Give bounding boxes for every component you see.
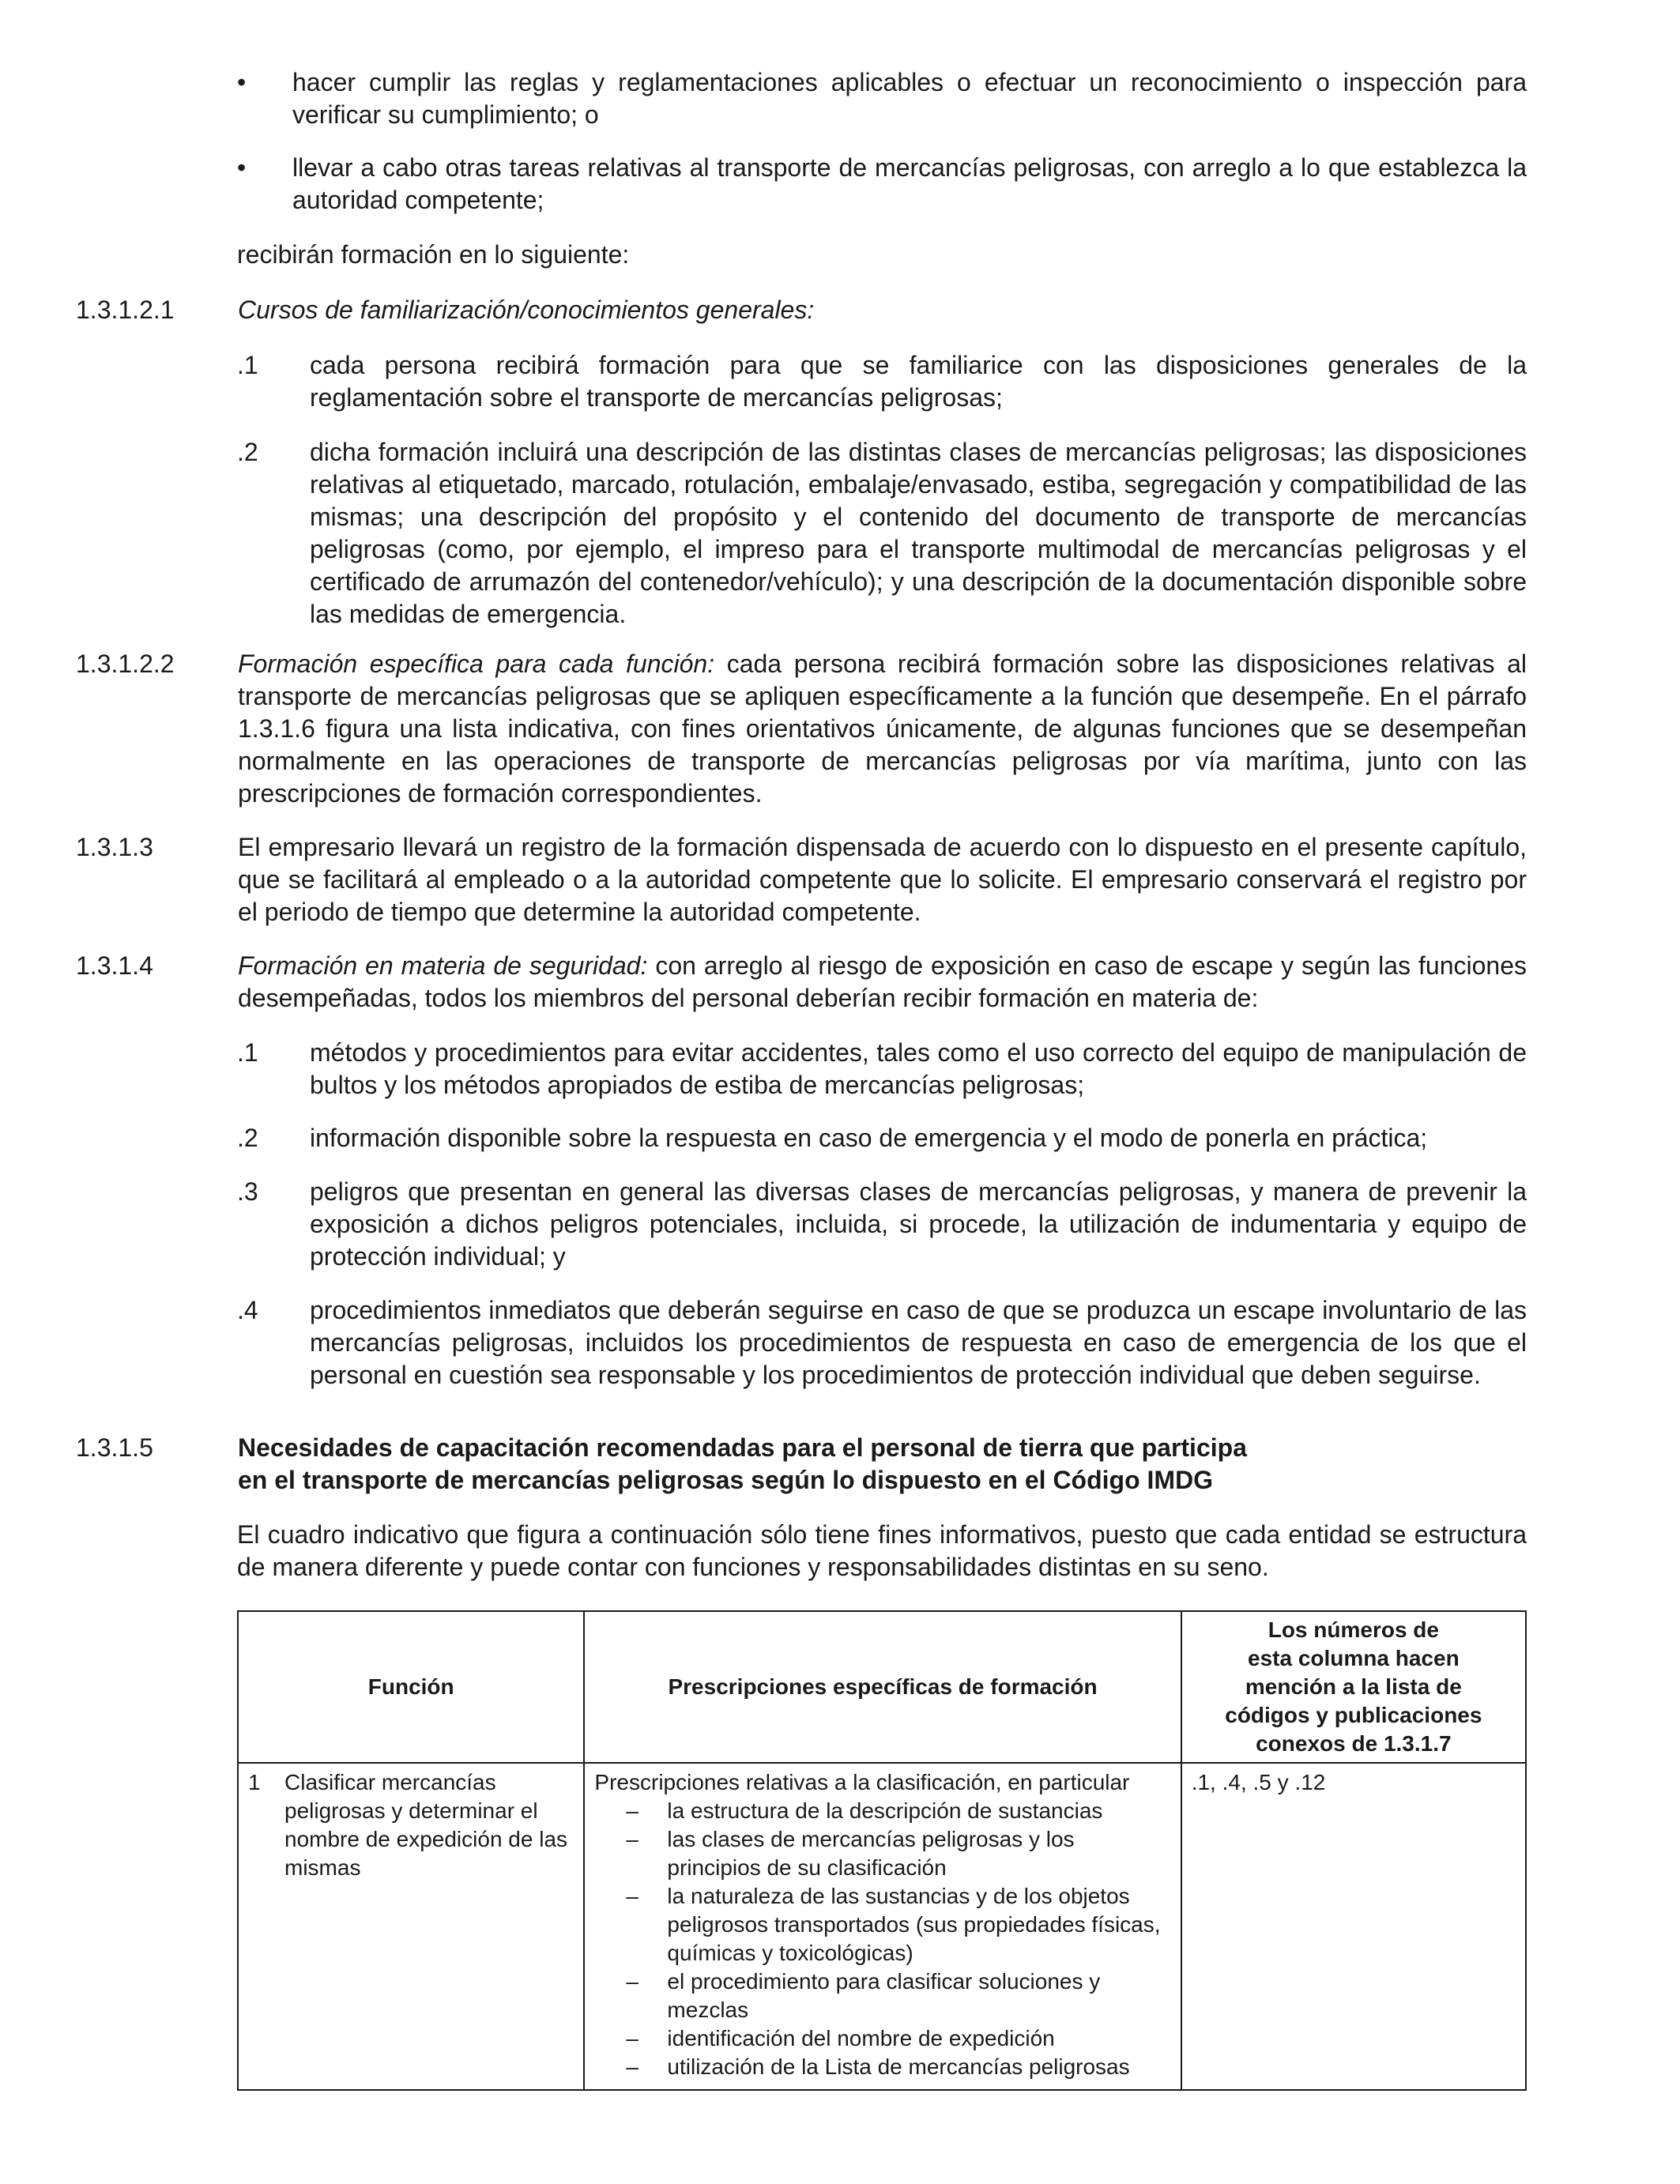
table-header-row [238,1611,1526,1763]
dash-icon: – [626,2054,638,2079]
bullet-item [237,152,1527,217]
cell-function [238,1763,584,2090]
requirement-text: las clases de mercancías peligrosas y los principios de su clasificación [667,1827,1075,1880]
requirement-text: utilización de la Lista de mercancías peligrosas [667,2054,1130,2079]
section-lead: Formación específica para cada función: [238,650,715,678]
item-text: procedimientos inmediatos que deberán seguirse en caso de que se produzca un escape involuntario de las mercancías peligrosas, incluidos los procedimientos de respuesta en caso de emergencia de los que el personal en cuestión sea responsable y los procedimientos de protección individual que deben seguirse. [310,1296,1527,1389]
item-marker: .1 [237,351,258,379]
bullet-text: hacer cumplir las reglas y reglamentaciones aplicables o efectuar un reconocimiento o inspección para verificar su cumplimiento; o [292,68,1527,129]
list-item [237,1176,1527,1273]
item-marker: .1 [237,1038,258,1067]
header-line: conexos de 1.3.1.7 [1256,1731,1452,1756]
requirement-text: la estructura de la descripción de sustancias [667,1798,1103,1823]
item-text: dicha formación incluirá una descripción de las distintas clases de mercancías peligrosas; las disposiciones relativas al etiquetado, marcado, rotulación, embalaje/envasado, estiba, segregación y compatibilidad de las mismas; una descripción del propósito y el contenido del documento de transporte de mercancías peligrosas (como, por ejemplo, el impreso para el transporte multimodal de mercancías peligrosas y el certificado de arrumazón del contenedor/vehículo); y una descripción de la documentación disponible sobre las medidas de emergencia. [310,438,1527,628]
bullet-icon: • [237,68,247,96]
section-text: El empresario llevará un registro de la formación dispensada de acuerdo con lo dispuesto en el presente capítulo, que se facilitará al empleado o a la autoridad competente que lo solicite. El empresario conservará el registro por el periodo de tiempo que determine la autoridad competente. [238,833,1527,926]
header-line: mención a la lista de [1245,1674,1462,1699]
requirement-item [594,2024,1170,2053]
header-line: códigos y publicaciones [1225,1703,1482,1727]
bullet-text: llevar a cabo otras tareas relativas al transporte de mercancías peligrosas, con arreglo a lo que establezca la autoridad competente; [292,153,1527,214]
section-title: Cursos de familiarización/conocimientos generales: [238,296,815,324]
requirement-item [594,1825,1170,1882]
section-1-3-1-3 [76,831,1527,928]
heading-line: Necesidades de capacitación recomendadas para el personal de tierra que participa [238,1433,1247,1462]
section-1-3-1-4 [76,950,1527,1015]
header-referencias [1181,1611,1526,1763]
section-1-3-1-2-1 [76,294,1527,326]
dash-icon: – [626,1884,638,1908]
function-entry [248,1768,574,1882]
section-heading [238,1432,1527,1497]
function-number: 1 [248,1770,261,1794]
item-marker: .2 [237,438,258,466]
requirement-item [594,1882,1170,1967]
requirements-intro: Prescripciones relativas a la clasificación, en particular [594,1770,1130,1794]
heading-line: en el transporte de mercancías peligrosas según lo dispuesto en el Código IMDG [238,1466,1214,1494]
header-line: Los números de [1268,1617,1439,1642]
list-item [237,1294,1527,1391]
requirement-item [594,1797,1170,1825]
item-marker: .4 [237,1296,258,1324]
section-number: 1.3.1.2.1 [76,296,175,324]
requirement-text: la naturaleza de las sustancias y de los objetos peligrosos transportados (sus propiedades físicas, químicas y toxicológicas) [667,1884,1161,1965]
header-line: esta columna hacen [1248,1646,1460,1670]
section-text: con arreglo al riesgo de exposición en caso de escape y según las funciones desempeñadas, todos los miembros del personal deberían recibir formación en materia de: [238,951,1527,1012]
list-item [237,1037,1527,1101]
section-number: 1.3.1.4 [76,951,153,980]
header-prescripciones: Prescripciones específicas de formación [584,1611,1181,1763]
section-1-3-1-2-2 [76,648,1527,810]
section-body [238,648,1527,810]
section-text: cada persona recibirá formación sobre las disposiciones relativas al transporte de mercancías peligrosas que se apliquen específicamente a la función que desempeñe. En el párrafo 1.3.1.6 figura una lista indicativa, con fines orientativos únicamente, de algunas funciones que se desempeñan normalmente en las operaciones de transporte de mercancías peligrosas por vía marítima, junto con las prescripciones de formación correspondientes. [238,650,1527,808]
list-item [237,436,1527,631]
item-text: cada persona recibirá formación para que se familiarice con las disposiciones generales de la reglamentación sobre el transporte de mercancías peligrosas; [310,351,1527,412]
requirement-text: el procedimiento para clasificar soluciones y mezclas [667,1969,1101,2022]
list-item [237,349,1527,414]
item-text: métodos y procedimientos para evitar accidentes, tales como el uso correcto del equipo de manipulación de bultos y los métodos apropiados de estiba de mercancías peligrosas; [310,1038,1527,1099]
dash-icon: – [626,1798,638,1823]
section-body [238,950,1527,1015]
dash-icon: – [626,1969,638,1994]
item-marker: .3 [237,1177,258,1206]
header-funcion: Función [238,1611,584,1763]
cell-requirements [584,1763,1181,2090]
bullet-icon: • [237,153,247,182]
cell-references: .1, .4, .5 y .12 [1181,1763,1526,2090]
requirement-item [594,2053,1170,2081]
function-text: Clasificar mercancías peligrosas y determinar el nombre de expedición de las mismas [284,1770,568,1880]
intro-line: recibirán formación en lo siguiente: [237,240,630,269]
table-intro: El cuadro indicativo que figura a continuación sólo tiene fines informativos, puesto que cada entidad se estructura de manera diferente y puede contar con funciones y responsabilidades distintas en su seno. [237,1520,1527,1581]
item-marker: .2 [237,1124,258,1152]
list-item [237,1122,1527,1154]
requirement-item [594,1967,1170,2024]
section-number: 1.3.1.5 [76,1433,153,1462]
bullet-item [237,66,1527,131]
section-number: 1.3.1.3 [76,833,153,861]
section-lead: Formación en materia de seguridad: [238,951,648,980]
section-number: 1.3.1.2.2 [76,650,175,678]
section-1-3-1-5 [76,1432,1527,1497]
table-row [238,1763,1526,2090]
item-text: información disponible sobre la respuesta en caso de emergencia y el modo de ponerla en práctica; [310,1124,1428,1152]
requirement-text: identificación del nombre de expedición [667,2026,1055,2050]
dash-icon: – [626,1827,638,1851]
item-text: peligros que presentan en general las diversas clases de mercancías peligrosas, y manera de prevenir la exposición a dichos peligros potenciales, incluida, si procede, la utilización de indumentaria y equipo de protección individual; y [310,1177,1527,1271]
training-table [237,1610,1527,2091]
dash-icon: – [626,2026,638,2050]
